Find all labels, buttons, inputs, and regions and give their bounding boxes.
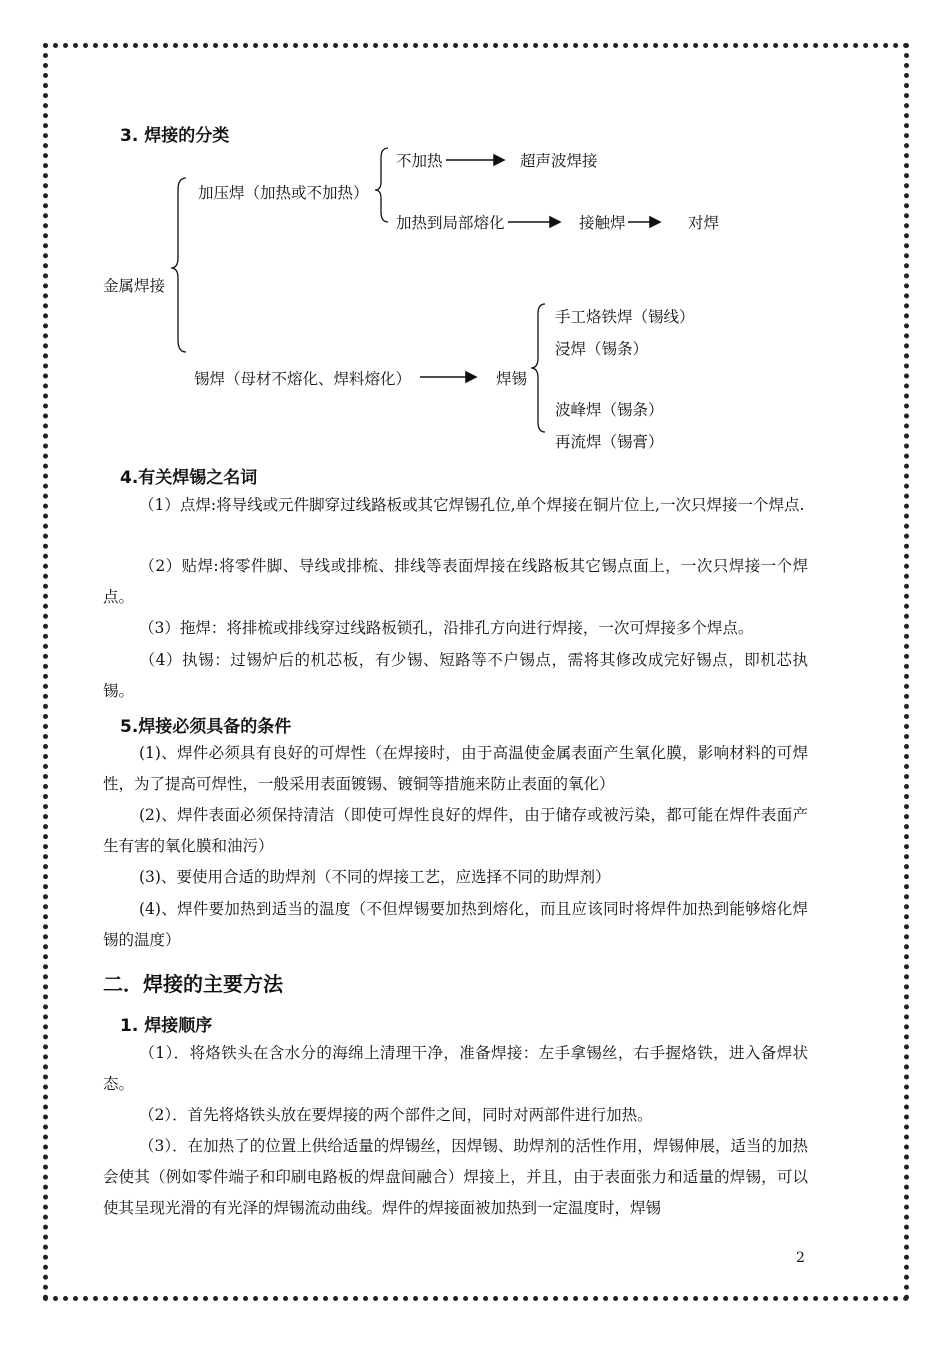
node-reflow-solder: 再流焊（锡膏） [555,433,664,451]
section-heading: 二．焊接的主要方法 [103,972,283,996]
welding-sequence-heading: 1. 焊接顺序 [120,1016,213,1036]
conditions-heading: 5.焊接必须具备的条件 [120,717,292,737]
node-contact-welding: 接触焊 [579,214,626,232]
sequence-step-1: （1）．将烙铁头在含水分的海绵上清理干净，准备焊接：左手拿锡丝，右手握烙铁，进入备焊状态。 [103,1044,808,1093]
term-item-2: （2）贴焊:将零件脚、导线或排梳、排线等表面焊接在线路板其它锡点面上，一次只焊接一个焊点。 [103,557,808,606]
page-number: 2 [796,1250,805,1266]
node-soldering: 锡焊（母材不熔化、焊料熔化） [194,370,412,388]
node-wave-solder: 波峰焊（锡条） [555,401,664,419]
term-item-3: （3）拖焊：将排梳或排线穿过线路板锁孔，沿排孔方向进行焊接，一次可焊接多个焊点。 [139,619,754,637]
condition-item-4: (4)、焊件要加热到适当的温度（不但焊锡要加热到熔化，而且应该同时将焊件加热到能够熔化焊锡的温度） [103,900,808,949]
node-metal-welding: 金属焊接 [103,277,166,295]
condition-item-3: (3)、要使用合适的助焊剂（不同的焊接工艺，应选择不同的助焊剂） [139,868,611,886]
condition-item-2: (2)、焊件表面必须保持清洁（即使可焊性良好的焊件，由于储存或被污染，都可能在焊件表面产生有害的氧化膜和油污） [103,806,808,855]
node-solder-tin: 焊锡 [496,370,528,388]
classification-diagram [0,0,950,480]
terms-heading: 4.有关焊锡之名词 [120,468,258,488]
sequence-step-3: （3）．在加热了的位置上供给适量的焊锡丝，因焊锡、助焊剂的活性作用，焊锡伸展，适当的加热会使其（例如零件端子和印刷电路板的焊盘间融合）焊接上，并且，由于表面张力和适量的焊锡，可以使其呈现光滑的有光泽的焊锡流动曲线。焊件的焊接面被加热到一定温度时，焊锡 [103,1137,808,1217]
node-pressure-welding: 加压焊（加热或不加热） [198,184,369,202]
node-ultrasonic: 超声波焊接 [520,152,598,170]
node-local-melt: 加热到局部熔化 [396,214,505,232]
node-dip-solder: 浸焊（锡条） [555,340,649,358]
condition-item-1: (1)、焊件必须具有良好的可焊性（在焊接时，由于高温使金属表面产生氧化膜，影响材料的可焊性，为了提高可焊性，一般采用表面镀锡、镀铜等措施来防止表面的氧化） [103,744,808,793]
node-butt-welding: 对焊 [688,214,720,232]
classification-heading: 3. 焊接的分类 [120,126,230,146]
term-item-1: （1）点焊:将导线或元件脚穿过线路板或其它焊锡孔位,单个焊接在铜片位上,一次只焊接一个焊点. [139,496,805,514]
node-no-heat: 不加热 [396,152,443,170]
sequence-step-2: （2）．首先将烙铁头放在要焊接的两个部件之间，同时对两部件进行加热。 [139,1106,653,1124]
node-hand-iron: 手工烙铁焊（锡线） [555,308,695,326]
term-item-4: （4）执锡：过锡炉后的机芯板，有少锡、短路等不户锡点，需将其修改成完好锡点，即机芯执锡。 [103,651,808,700]
